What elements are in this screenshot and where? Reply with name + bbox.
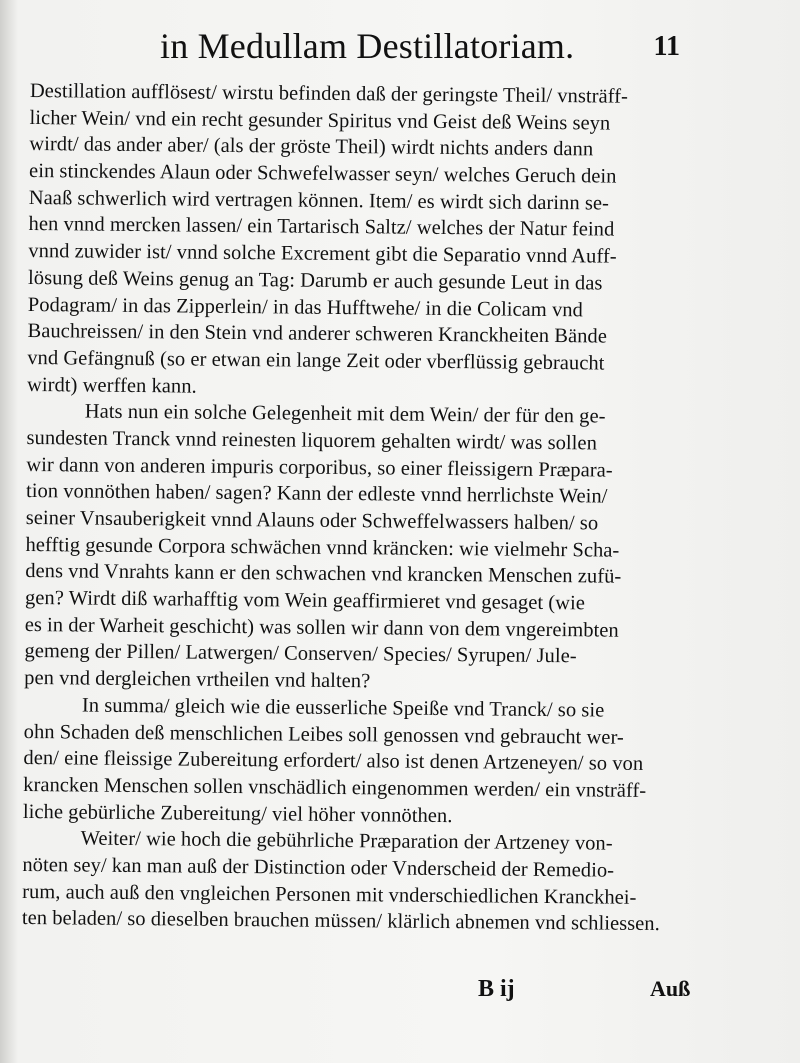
text-line: es in der Warheit geschicht) was sollen wir dann von dem vngereimbten [24, 613, 619, 642]
text-line: ten beladen/ so dieselben brauchen müssen/ klärlich abnemen vnd schliessen. [21, 907, 660, 936]
text-line: Destillation aufflösest/ wirstu befinden daß der geringste Theil/ vnsträff- [29, 79, 629, 108]
text-line: wir dann von anderen impuris corporibus, so einer fleissigern Præpara- [26, 453, 613, 482]
text-line: lösung deß Weins genug an Tag: Darumb er auch gesunde Leut in das [27, 266, 603, 295]
body-text [22, 78, 695, 938]
text-line: licher Wein/ vnd ein recht gesunder Spiritus vnd Geist deß Weins seyn [29, 106, 611, 135]
page-number: 11 [653, 31, 680, 62]
text-line: ohn Schaden deß menschlichen Leibes soll genossen vnd gebraucht wer- [23, 720, 624, 749]
paragraph-start-line: Weiter/ wie hoch die gebührliche Præparation der Artzeney von- [80, 827, 613, 855]
paragraph-start-line: In summa/ gleich wie die eusserliche Speiße vnd Tranck/ so sie [81, 694, 605, 722]
text-line: Naaß schwerlich wird vertragen können. Item/ es wirdt sich darinn se- [28, 186, 610, 215]
text-line: vnd Gefängnuß (so er etwan ein lange Zeit oder vberflüssig gebraucht [27, 346, 605, 375]
page-header [160, 24, 680, 74]
text-line: dens vnd Vnrahts kann er den schwachen vnd krancken Menschen zufü- [25, 560, 622, 589]
text-line: nöten sey/ kan man auß der Distinction oder Vnderscheid der Remedio- [22, 853, 615, 882]
text-line: ein stinckendes Alaun oder Schwefelwasser seyn/ welches Geruch dein [29, 160, 617, 188]
text-line: sundesten Tranck vnnd reinesten liquorem gehalten wirdt/ was sollen [26, 426, 598, 455]
text-line: krancken Menschen sollen vnschädlich eingenommen werden/ ein vnsträff- [23, 773, 647, 802]
text-line: wirdt/ das ander aber/ (als der gröste Theil) wirdt nichts anders dann [29, 133, 594, 161]
text-line: hefftig gesunde Corpora schwächen vnnd kräncken: wie vielmehr Scha- [25, 533, 620, 562]
text-line: wirdt) werffen kann. [26, 373, 197, 398]
page-footer [0, 974, 800, 1014]
text-line: tion vonnöthen haben/ sagen? Kann der edleste vnnd herrlichste Wein/ [25, 480, 608, 508]
signature-mark: B ij [478, 976, 515, 1002]
text-line: hen vnnd mercken lassen/ ein Tartarisch Saltz/ welches der Natur feind [28, 213, 615, 242]
text-line: Podagram/ in das Zipperlein/ in das Hufftwehe/ in die Colicam vnd [27, 293, 584, 321]
text-line: pen vnd dergleichen vrtheilen vnd halten? [24, 667, 371, 693]
text-line: liche gebürliche Zubereitung/ viel höher vonnöthen. [22, 800, 453, 827]
catchword: Auß [650, 976, 691, 1001]
text-line: den/ eine fleissige Zubereitung erfordert/ also ist denen Artzeneyen/ so von [23, 747, 644, 776]
text-line: rum, auch auß den vngleichen Personen mit vnderschiedlichen Kranckhei- [22, 880, 637, 909]
text-line: vnnd zuwider ist/ vnnd solche Excrement gibt die Separatio vnnd Auff- [28, 240, 617, 268]
paragraph-start-line: Hats nun ein solche Gelegenheit mit dem Wein/ der für den ge- [84, 400, 606, 428]
text-line: gemeng der Pillen/ Latwergen/ Conserven/ Species/ Syrupen/ Jule- [24, 640, 577, 668]
text-line: seiner Vnsauberigkeit vnnd Alauns oder Schweffelwassers halben/ so [25, 506, 599, 535]
text-line: gen? Wirdt diß warhafftig vom Wein geaffirmieret vnd gesaget (wie [24, 587, 586, 615]
running-title: in Medullam Destillatoriam. [160, 26, 575, 66]
text-line: Bauchreissen/ in den Stein vnd anderer schweren Kranckheiten Bände [27, 320, 608, 348]
